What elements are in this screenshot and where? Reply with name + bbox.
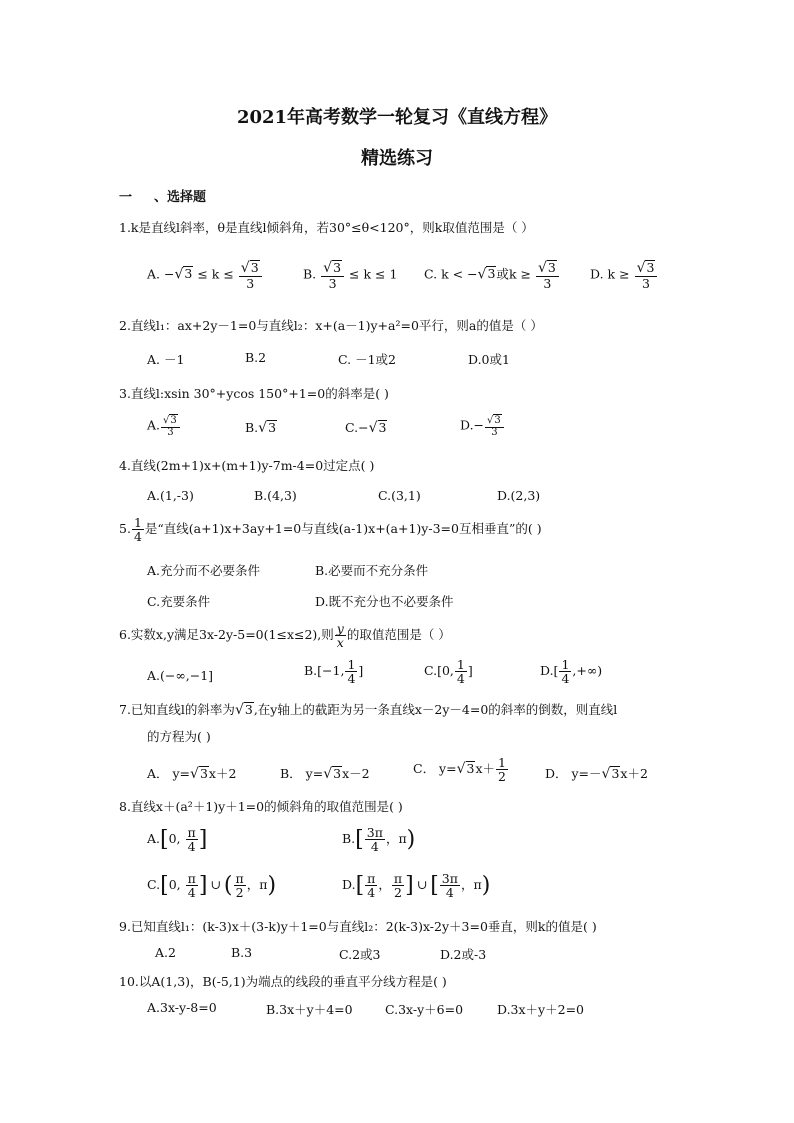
q7-option-d [545, 764, 648, 782]
radicand: 3 [170, 415, 177, 426]
page-title: 2021年高考数学一轮复习《直线方程》 [236, 107, 558, 128]
option-label: B. [303, 266, 317, 282]
denominator: 4 [367, 885, 376, 901]
denominator: 3 [328, 275, 337, 291]
math-text: − [164, 266, 175, 282]
q10-option-c: C.3x-y＋6=0 [385, 1002, 464, 1017]
math-text: ≤ k ≤ 1 [349, 266, 398, 282]
numerator: π [393, 871, 403, 886]
q10-option-b: B.3x＋y＋4=0 [266, 1002, 353, 1017]
stem-text: 7.已知直线l的斜率为 [119, 702, 235, 717]
math-text: A． y= [147, 766, 191, 781]
option-label: C. [424, 266, 438, 282]
radicand: 3 [184, 266, 193, 282]
radical-sign: √ [174, 266, 184, 283]
question-number: 5. [119, 521, 131, 537]
q3-option-b [245, 420, 277, 436]
numerator: 1 [561, 657, 570, 672]
question-6-stem [119, 622, 451, 649]
numerator: π [367, 871, 376, 886]
bracket: ) [267, 873, 277, 899]
math-text: x－2 [342, 766, 370, 781]
math-text: x＋2 [620, 766, 648, 781]
question-10-stem: 10.以A(1,3)，B(-5,1)为端点的线段的垂直平分线方程是( ) [119, 974, 447, 989]
radicand: 3 [611, 766, 620, 781]
question-7-stem [119, 700, 617, 718]
denominator: 4 [561, 671, 570, 687]
option-label: D. [342, 877, 356, 893]
question-3-stem: 3.直线l:xsin 30°+ycos 150°+1=0的斜率是( ) [119, 386, 389, 401]
radicand: 3 [333, 766, 342, 781]
denominator: 4 [187, 839, 196, 855]
fraction [455, 658, 467, 685]
radical-sign: √ [601, 766, 611, 782]
fraction: $\frac{√3}{3}$ [635, 260, 658, 290]
question-9-stem: 9.已知直线l₁：(k-3)x＋(3-k)y＋1=0与直线l₂：2(k-3)x-2y＋3=0垂直，则k的值是( ) [119, 919, 597, 934]
numerator: π [235, 871, 244, 886]
radical-sign: √ [477, 266, 487, 283]
denominator: 4 [370, 839, 379, 855]
math-text: ] [358, 663, 364, 679]
denominator: x [336, 635, 344, 651]
question-5-stem [119, 516, 542, 543]
q5-option-a: A.充分而不必要条件 [147, 563, 261, 578]
denominator: 3 [167, 426, 174, 438]
radical-sign: √ [190, 766, 199, 782]
radicand: 3 [466, 761, 475, 777]
math-text: B.[−1, [304, 663, 345, 679]
fraction: $\frac{√3}{3}$ [536, 260, 559, 290]
section-number: 一 [119, 190, 133, 205]
bracket: [ [160, 827, 169, 853]
stem-text: 的取值范围是（ ） [346, 627, 451, 643]
q4-option-b: B.(4,3) [254, 488, 297, 503]
fraction [392, 872, 404, 899]
q7-option-a [147, 764, 236, 782]
bracket: ) [481, 873, 491, 899]
union-symbol: ∪ [210, 877, 221, 893]
question-1-stem: 1.k是直线l斜率，θ是直线l倾斜角，若30°≤θ<120°，则k取值范围是（ ） [119, 220, 534, 235]
bracket: [ [355, 827, 364, 853]
radicand: 3 [547, 260, 556, 275]
math-text: ] [467, 663, 473, 679]
radicand: 3 [378, 420, 387, 435]
option-label: A. [147, 417, 161, 433]
stem-text: 6.实数x,y满足3x-2y-5=0(1≤x≤2),则 [119, 627, 334, 643]
q5-option-d: D.既不充分也不必要条件 [315, 594, 454, 609]
math-text: D.[ [540, 663, 559, 679]
q9-option-a: A.2 [155, 945, 176, 960]
option-label: C. [147, 877, 161, 893]
bracket: ] [198, 827, 208, 853]
bracket: ] [198, 873, 208, 899]
math-text: B． y= [280, 766, 324, 781]
bracket: [ [355, 873, 365, 899]
q2-option-b: B.2 [245, 350, 267, 365]
q9-option-b: B.3 [231, 945, 253, 960]
math-text: k < − [441, 266, 478, 282]
numerator: 1 [133, 515, 142, 530]
numerator: π [187, 825, 196, 840]
q5-option-c: C.充要条件 [147, 594, 211, 609]
math-text: π [398, 831, 407, 847]
math-text: ， [460, 877, 474, 893]
q8-option-b [342, 826, 415, 853]
fraction [559, 658, 571, 685]
q2-option-c: C. －1或2 [338, 352, 396, 367]
option-label: D.− [460, 417, 485, 433]
q1-option-c [424, 260, 560, 290]
math-text: C.[0, [424, 663, 454, 679]
fraction: $\frac{√3}{3}$ [239, 260, 262, 290]
math-text: π [259, 877, 268, 893]
q6-option-c [424, 658, 473, 685]
fraction [365, 826, 385, 853]
q8-option-c [147, 872, 276, 899]
fraction [345, 658, 357, 685]
fraction [496, 756, 508, 783]
q8-option-d [342, 872, 490, 899]
math-text: ,+∞) [572, 663, 603, 679]
q4-option-a: A.(1,-3) [147, 488, 194, 503]
math-text: ， [378, 877, 391, 893]
math-text: 0, [168, 877, 181, 893]
fraction: $\frac{√3}{3}$ [161, 414, 180, 438]
q8-option-a [147, 826, 207, 853]
numerator: y [336, 621, 344, 636]
q10-option-d: D.3x＋y＋2=0 [497, 1002, 584, 1017]
q2-option-a: A. －1 [147, 352, 185, 367]
numerator: 1 [347, 657, 356, 672]
denominator: 4 [347, 671, 356, 687]
stem-text: 是“直线(a+1)x+3ay+1=0与直线(a-1)x+(a+1)y-3=0互相垂直”的( ) [144, 521, 542, 537]
q7-option-c [413, 756, 509, 783]
radicand: 3 [250, 260, 259, 275]
option-label: B. [342, 831, 356, 847]
math-text: x＋ [475, 761, 496, 777]
denominator: 2 [498, 769, 506, 785]
radical-sign: √ [258, 420, 268, 436]
radical-sign: √ [368, 420, 378, 436]
q1-option-a [147, 260, 263, 290]
numerator: 1 [456, 657, 465, 672]
option-label: D. [590, 266, 604, 282]
radicand: 3 [487, 266, 496, 282]
radical-sign: √ [456, 761, 466, 778]
fraction [365, 872, 377, 899]
stem-text: ,在y轴上的截距为另一条直线x－2y－4=0的斜率的倒数，则直线l [253, 702, 618, 717]
q1-option-b [303, 260, 397, 290]
option-label: C.− [345, 420, 369, 435]
q5-option-b: B.必要而不充分条件 [315, 563, 429, 578]
q6-option-d [540, 658, 602, 685]
q3-option-d [460, 414, 505, 438]
page-subtitle: 精选练习 [361, 148, 433, 169]
denominator: 4 [187, 885, 196, 901]
fraction [186, 872, 198, 899]
option-label: A. [147, 831, 161, 847]
denominator: 4 [445, 885, 454, 901]
fraction: $\frac{√3}{3}$ [485, 414, 504, 438]
math-text: k ≥ [508, 266, 531, 282]
numerator: 1 [498, 755, 506, 770]
math-text: x＋2 [208, 766, 237, 781]
question-2-stem: 2.直线l₁：ax+2y－1=0与直线l₂：x+(a－1)y+a²=0平行，则a的值是（ ） [119, 318, 543, 333]
denominator: 4 [133, 529, 142, 545]
math-text: 0, [168, 831, 181, 847]
numerator: 3π [366, 825, 383, 840]
math-text: k ≥ [607, 266, 630, 282]
q1-option-d [590, 260, 658, 290]
radicand: 3 [244, 702, 253, 717]
bracket: ] [405, 873, 414, 899]
numerator: π [187, 871, 196, 886]
fraction [132, 516, 144, 543]
question-7-stem-line2: 的方程为( ) [147, 729, 211, 744]
bracket: [ [430, 873, 439, 899]
fraction [234, 872, 246, 899]
radical-sign: √ [323, 766, 333, 782]
q7-option-b [280, 764, 370, 782]
q3-option-c [345, 420, 387, 436]
q4-option-d: D.(2,3) [497, 488, 541, 503]
radicand: 3 [199, 766, 208, 781]
section-heading [119, 186, 206, 205]
union-symbol: ∪ [416, 877, 428, 893]
radicand: 3 [268, 420, 277, 435]
fraction [440, 872, 460, 899]
option-label: A. [147, 266, 161, 282]
section-label: 、选择题 [154, 190, 207, 205]
q2-option-d: D.0或1 [468, 352, 510, 367]
radicand: 3 [646, 260, 655, 275]
q9-option-c: C.2或3 [339, 947, 381, 962]
fraction [335, 622, 346, 649]
q9-option-d: D.2或-3 [440, 947, 487, 962]
math-text: 或 [496, 266, 509, 282]
math-text: π [473, 877, 482, 893]
math-text: D． y=－ [545, 766, 602, 781]
question-4-stem: 4.直线(2m+1)x+(m+1)y-7m-4=0过定点( ) [119, 458, 375, 473]
math-text: C． y= [413, 761, 457, 777]
q6-option-b [304, 658, 363, 685]
numerator: 3π [441, 871, 458, 886]
denominator: 3 [543, 275, 552, 291]
fraction: $\frac{√3}{3}$ [321, 260, 344, 290]
denominator: 2 [235, 885, 244, 901]
denominator: 3 [246, 275, 255, 291]
bracket: [ [160, 873, 169, 899]
q3-option-a [147, 414, 181, 438]
radicand: 3 [494, 415, 501, 426]
math-text: ≤ k ≤ [197, 266, 234, 282]
denominator: 3 [642, 275, 650, 291]
denominator: 4 [456, 671, 465, 687]
math-text: ， [385, 831, 399, 847]
q6-option-a: A.(−∞,−1] [147, 668, 214, 683]
bracket: ) [406, 827, 416, 853]
q4-option-c: C.(3,1) [378, 488, 421, 503]
denominator: 2 [394, 885, 402, 901]
question-8-stem: 8.直线x＋(a²＋1)y＋1=0的倾斜角的取值范围是( ) [119, 799, 403, 814]
radicand: 3 [333, 260, 342, 275]
option-label: B. [245, 420, 259, 435]
q10-option-a: A.3x-y-8=0 [147, 1000, 217, 1015]
fraction [186, 826, 198, 853]
denominator: 3 [491, 426, 498, 438]
radical-sign: √ [234, 702, 244, 718]
bracket: ( [223, 873, 233, 899]
math-text: ， [246, 877, 260, 893]
